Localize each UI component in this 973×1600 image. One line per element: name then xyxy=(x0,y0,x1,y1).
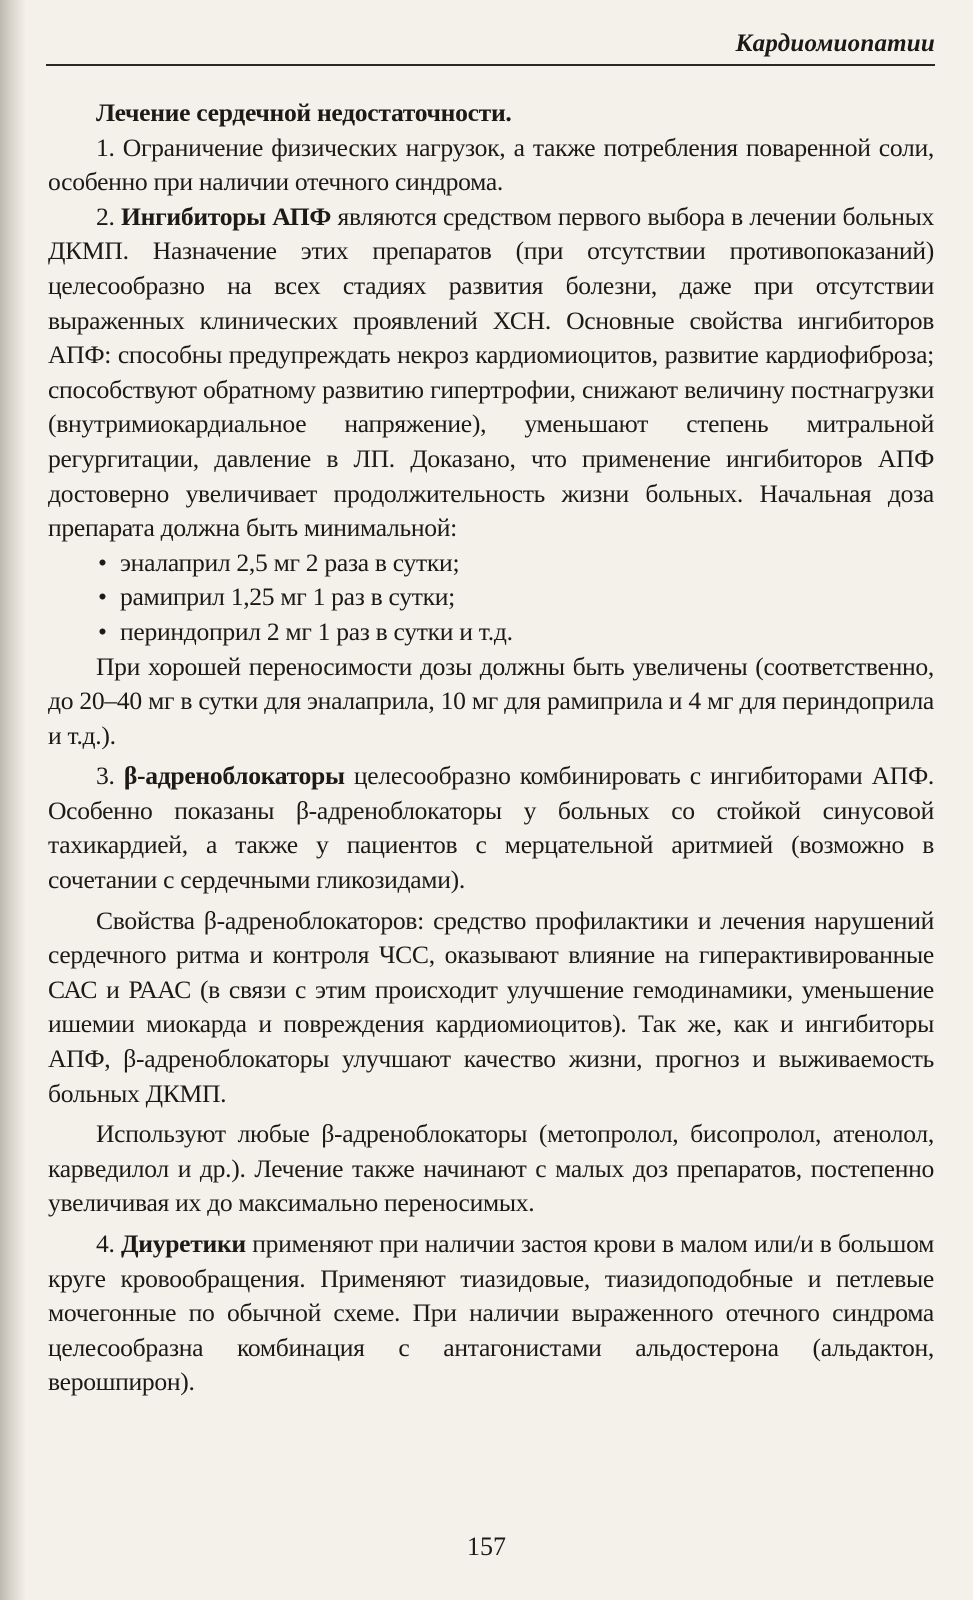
item-4-text: применяют при наличии застоя крови в малом или/и в большом круге кровообращения. Применяют тиазидовые, тиазидоподобные и петлевые мочегонные по обычной схеме. При наличии выраженного отечного синдрома целесообразна комбинация с антагонистами альдостерона (альдактон, верошпирон). xyxy=(48,1229,934,1397)
dose-list-item: • эналаприл 2,5 мг 2 раза в сутки; xyxy=(96,546,934,581)
paragraph-dose-note: При хорошей переносимости дозы должны быть увеличены (соответственно, до 20–40 мг в сутки для эналаприла, 10 мг для рамиприла и 4 мг для периндоприла и т.д.). xyxy=(48,651,934,750)
item-3-text: целесообразно комбинировать с ингибиторами АПФ. Особенно показаны β-адреноблокаторы у больных со стойкой синусовой тахикардией, а также у пациентов с мерцательной аритмией (возможно в сочетании с сердечными гликозидами). xyxy=(48,761,934,895)
item-3-number: 3. xyxy=(96,761,115,791)
page-header xyxy=(46,18,935,66)
paragraph-beta-usage: Используют любые β-адреноблокаторы (метопролол, бисопролол, атенолол, карведилол и др.). Лечение также начинают с малых доз препаратов, постепенно увеличивая их до максимально переносимых. xyxy=(48,1119,934,1218)
section-title: Лечение сердечной недостаточности. xyxy=(96,98,512,127)
item-4-term: Диуретики xyxy=(120,1229,246,1258)
paragraph-item-3 xyxy=(48,759,934,897)
page-body xyxy=(48,96,934,1400)
paragraph-item-1: 1. Ограничение физических нагрузок, а также потребления поваренной соли, особенно при наличии отечного синдрома. xyxy=(48,132,934,197)
running-head: Кардиомиопатии xyxy=(735,30,935,57)
paragraph-item-2 xyxy=(48,200,934,546)
item-3-term: β-адреноблокаторы xyxy=(123,761,345,791)
dose-list-item: • рамиприл 1,25 мг 1 раз в сутки; xyxy=(96,580,934,615)
dose-list xyxy=(48,546,934,650)
item-2-number: 2. xyxy=(96,201,115,231)
dose-list-item: • периндоприл 2 мг 1 раз в сутки и т.д. xyxy=(96,615,934,650)
item-4-number: 4. xyxy=(96,1229,115,1258)
item-2-term: Ингибиторы АПФ xyxy=(121,201,332,231)
page-binding-shadow xyxy=(0,0,26,1600)
item-2-text: являются средством первого выбора в лечении больных ДКМП. Назначение этих препаратов (при отсутствии противопоказаний) целесообразно на всех стадиях развития болезни, даже при отсутствии выраженных клинических проявлений ХСН. Основные свойства ингибиторов АПФ: способны предупреждать некроз кардиомиоцитов, развитие кардиофиброза; способствуют обратному развитию гипертрофии, снижают величину постнагрузки (внутримиокардиальное напряжение), уменьшают степень митральной регургитации, давление в ЛП. Доказано, что применение ингибиторов АПФ достоверно увеличивает продолжительность жизни больных. Начальная доза препарата должна быть минимальной: xyxy=(48,201,934,543)
paragraph-item-4 xyxy=(48,1227,934,1400)
page-number: 157 xyxy=(467,1532,506,1561)
paragraph-beta-properties: Свойства β-адреноблокаторов: средство профилактики и лечения нарушений сердечного ритма и контроля ЧСС, оказывают влияние на гиперактивированные САС и РААС (в связи с этим происходит улучшение гемодинамики, уменьшение ишемии миокарда и повреждения кардиомиоцитов). Так же, как и ингибиторы АПФ, β-адреноблокаторы улучшают качество жизни, прогноз и выживаемость больных ДКМП. xyxy=(48,905,934,1108)
